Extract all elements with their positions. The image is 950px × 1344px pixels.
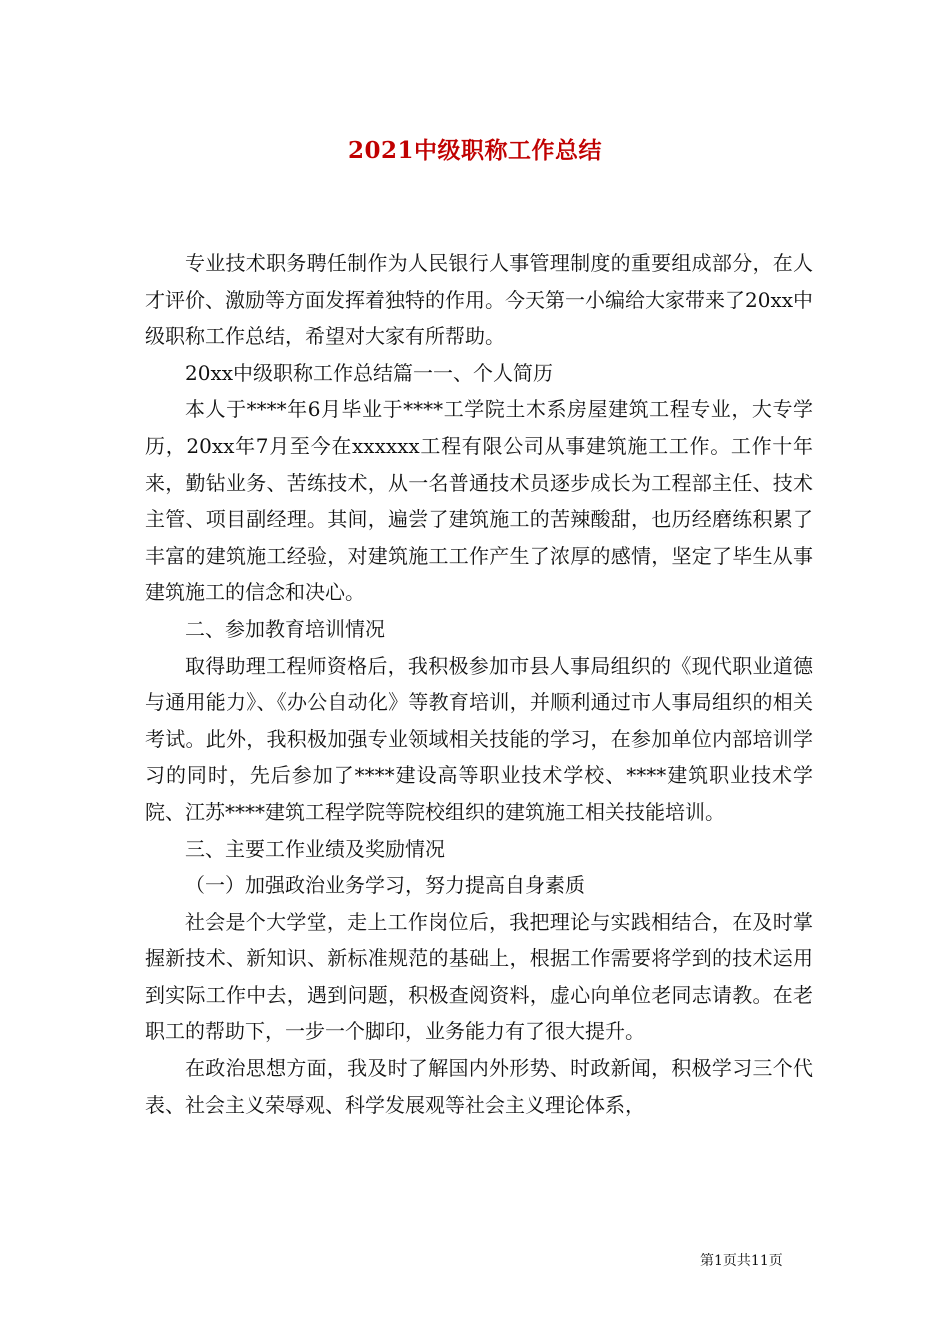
paragraph-heading-training: 二、参加教育培训情况 (185, 616, 385, 641)
paragraph-training: 取得助理工程师资格后，我积极参加市县人事局组织的《现代职业道德与通用能力》、《办公自动化》等教育培训，并顺利通过市人事局组织的相关考试。此外，我积极加强专业领域相关技能的学习，在参加单位内部培训学习的同时，先后参加了****建设高等职业技术学校、****建筑职业技术学院、江苏****建筑工程学院等院校组织的建筑施工相关技能培训。 (145, 653, 813, 824)
paragraph-intro: 专业技术职务聘任制作为人民银行人事管理制度的重要组成部分，在人才评价、激励等方面发挥着独特的作用。今天第一小编给大家带来了20xx中级职称工作总结，希望对大家有所帮助。 (145, 251, 814, 349)
paragraph-resume: 本人于****年6月毕业于****工学院土木系房屋建筑工程专业，大专学历，20xx年7月至今在xxxxxx工程有限公司从事建筑施工工作。工作十年来，勤钻业务、苦练技术，从一名普通技术员逐步成长为工程部主任、技术主管、项目副经理。其间，遍尝了建筑施工的苦辣酸甜，也历经磨练积累了丰富的建筑施工经验，对建筑施工工作产生了浓厚的感情，坚定了毕生从事建筑施工的信念和决心。 (145, 397, 813, 605)
paragraph-society: 社会是个大学堂，走上工作岗位后，我把理论与实践相结合，在及时掌握新技术、新知识、新标准规范的基础上，根据工作需要将学到的技术运用到实际工作中去，遇到问题，积极查阅资料，虚心向单位老同志请教。在老职工的帮助下，一步一个脚印，业务能力有了很大提升。 (145, 909, 813, 1044)
document-body (145, 245, 813, 1123)
paragraph-heading-achievements: 三、主要工作业绩及奖励情况 (185, 836, 445, 861)
paragraph-politics: 在政治思想方面，我及时了解国内外形势、时政新闻，积极学习三个代表、社会主义荣辱观、科学发展观等社会主义理论体系， (145, 1056, 813, 1117)
paragraph-subheading-study: （一）加强政治业务学习，努力提高自身素质 (185, 873, 585, 898)
document-title: 2021中级职称工作总结 (347, 137, 602, 164)
page-number: 第1页共11页 (700, 1253, 783, 1269)
paragraph-heading-part1: 20xx中级职称工作总结篇一一、个人简历 (185, 360, 554, 385)
